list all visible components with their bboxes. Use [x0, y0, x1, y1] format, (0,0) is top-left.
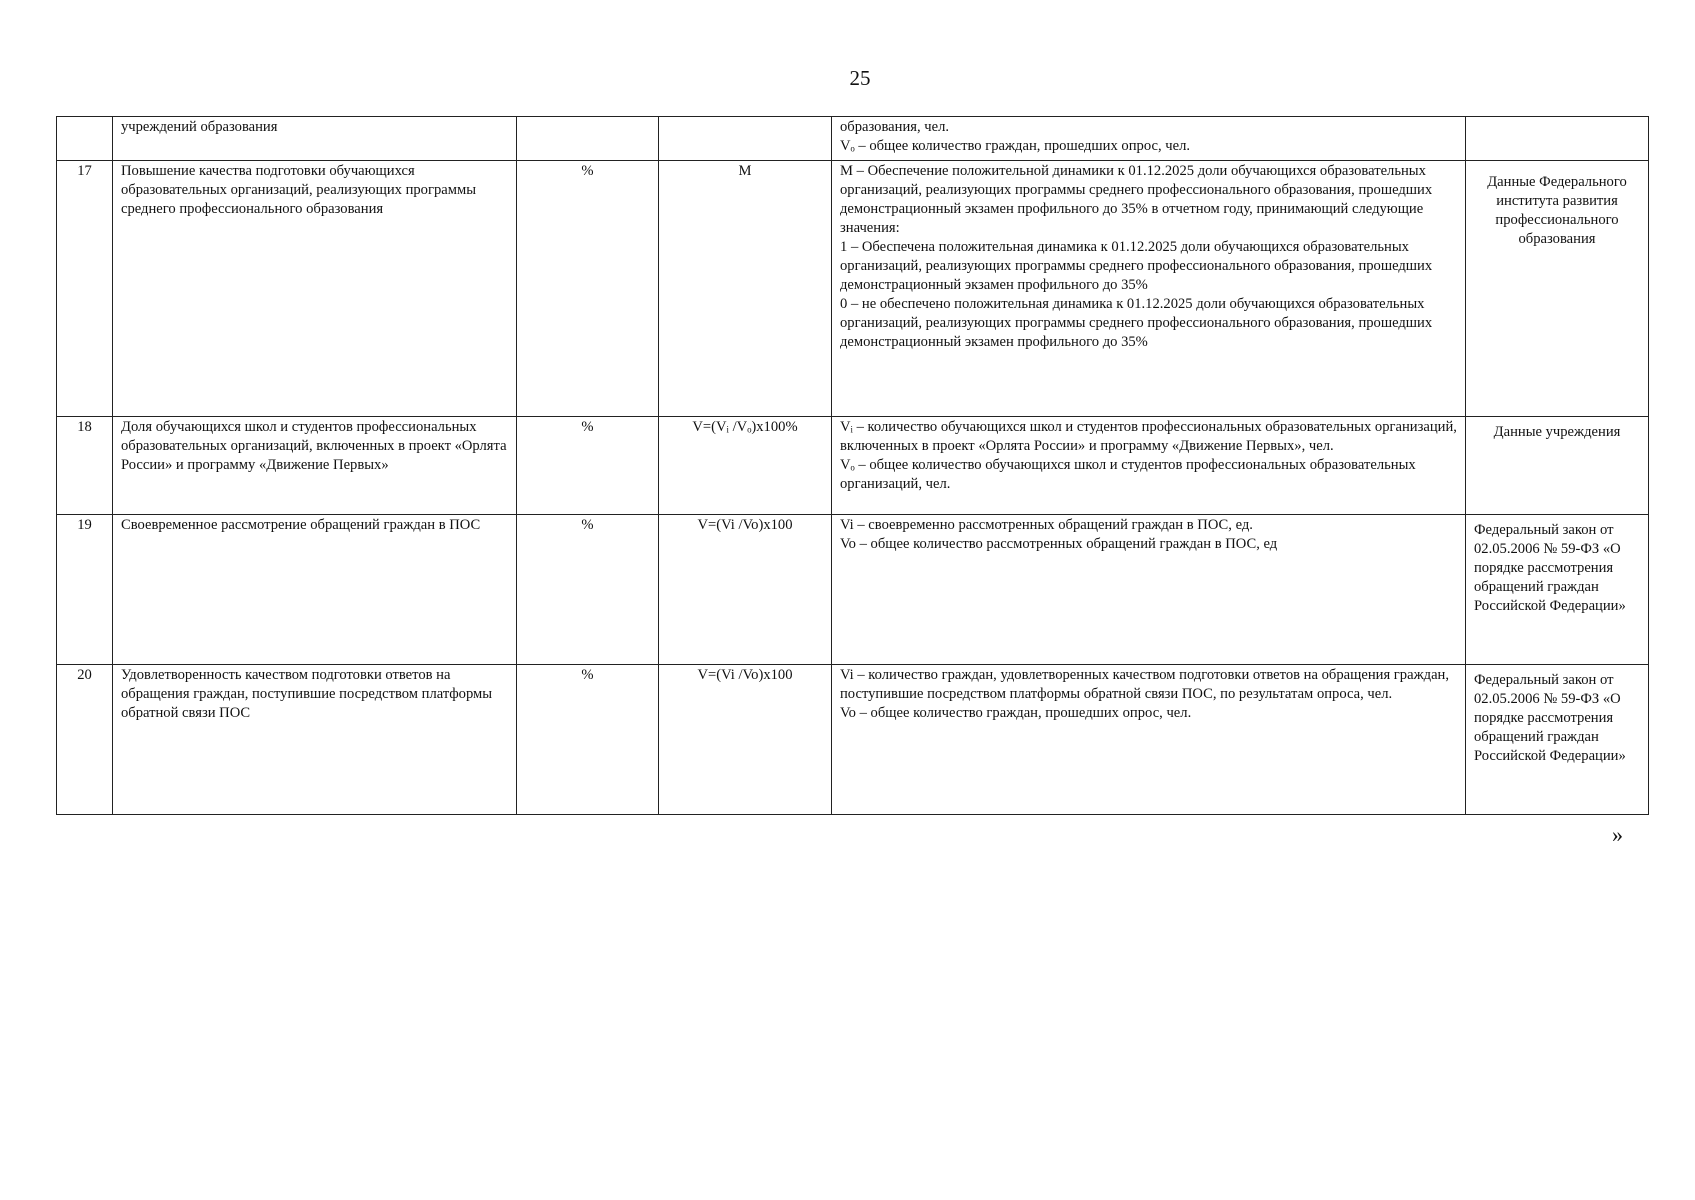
unit-cell: % [517, 417, 659, 515]
method-line: Vi – количество граждан, удовлетворенных качеством подготовки ответов на обращения граждан, поступившие посредством платформы обратной связи ПОС, по результатам опроса, чел. [840, 667, 1450, 702]
table-row [57, 417, 1649, 515]
method-line: Vo – общее количество рассмотренных обращений граждан в ПОС, ед [840, 536, 1278, 552]
method-line: Vo – общее количество граждан, прошедших опрос, чел. [840, 705, 1192, 721]
formula-cell: V=(Vi /Vo)x100 [659, 515, 832, 665]
source-cell: Данные учреждения [1466, 417, 1649, 515]
method-cell [832, 117, 1466, 161]
method-line: М – Обеспечение положительной динамики к 01.12.2025 доли обучающихся образовательных организаций, реализующих программы среднего профессионального образования, прошедших демонстрационный экзамен профильного до 35% в отчетном году, принимающий следующие значения: [840, 163, 1433, 236]
unit-cell [517, 117, 659, 161]
unit-cell: % [517, 665, 659, 815]
table-row [57, 161, 1649, 417]
row-number: 20 [57, 665, 113, 815]
source-cell: Федеральный закон от 02.05.2006 № 59-ФЗ «О порядке рассмотрения обращений граждан Российской Федерации» [1466, 665, 1649, 815]
page-number: 25 [849, 66, 871, 90]
indicators-table [56, 116, 1649, 815]
source-cell: Данные Федерального института развития профессионального образования [1466, 161, 1649, 417]
method-cell [832, 161, 1466, 417]
unit-cell: % [517, 161, 659, 417]
formula-cell [659, 117, 832, 161]
method-line: 1 – Обеспечена положительная динамика к 01.12.2025 доли обучающихся образовательных организаций, реализующих программы среднего профессионального образования, прошедших демонстрационный экзамен профильного до 35% [840, 239, 1433, 293]
method-line: Vₒ – общее количество граждан, прошедших опрос, чел. [840, 138, 1191, 154]
indicator-name: Удовлетворенность качеством подготовки ответов на обращения граждан, поступившие посредством платформы обратной связи ПОС [113, 665, 517, 815]
method-line: Vi – своевременно рассмотренных обращений граждан в ПОС, ед. [840, 517, 1253, 533]
method-line: образования, чел. [840, 119, 950, 135]
indicator-name: Своевременное рассмотрение обращений граждан в ПОС [113, 515, 517, 665]
table-row [57, 515, 1649, 665]
row-number [57, 117, 113, 161]
formula-cell: V=(Vi /Vo)x100 [659, 665, 832, 815]
indicator-name: Доля обучающихся школ и студентов профессиональных образовательных организаций, включенных в проект «Орлята России» и программу «Движение Первых» [113, 417, 517, 515]
unit-cell: % [517, 515, 659, 665]
row-number: 18 [57, 417, 113, 515]
method-line: Vᵢ – количество обучающихся школ и студентов профессиональных образовательных организаций, включенных в проект «Орлята России» и программу «Движение Первых», чел. [840, 419, 1457, 454]
method-cell [832, 665, 1466, 815]
table-row [57, 117, 1649, 161]
closing-quote-mark: » [1612, 822, 1623, 847]
formula-cell: М [659, 161, 832, 417]
indicator-name: Повышение качества подготовки обучающихся образовательных организаций, реализующих программы среднего профессионального образования [113, 161, 517, 417]
method-line: Vₒ – общее количество обучающихся школ и студентов профессиональных образовательных организаций, чел. [840, 457, 1416, 492]
row-number: 19 [57, 515, 113, 665]
method-line: 0 – не обеспечено положительная динамика к 01.12.2025 доли обучающихся образовательных организаций, реализующих программы среднего профессионального образования, прошедших демонстрационный экзамен профильного до 35% [840, 296, 1433, 350]
table-row [57, 665, 1649, 815]
method-cell [832, 515, 1466, 665]
indicator-name: учреждений образования [113, 117, 517, 161]
row-number: 17 [57, 161, 113, 417]
source-cell: Федеральный закон от 02.05.2006 № 59-ФЗ «О порядке рассмотрения обращений граждан Российской Федерации» [1466, 515, 1649, 665]
method-cell [832, 417, 1466, 515]
formula-cell: V=(Vᵢ /Vₒ)x100% [659, 417, 832, 515]
source-cell [1466, 117, 1649, 161]
